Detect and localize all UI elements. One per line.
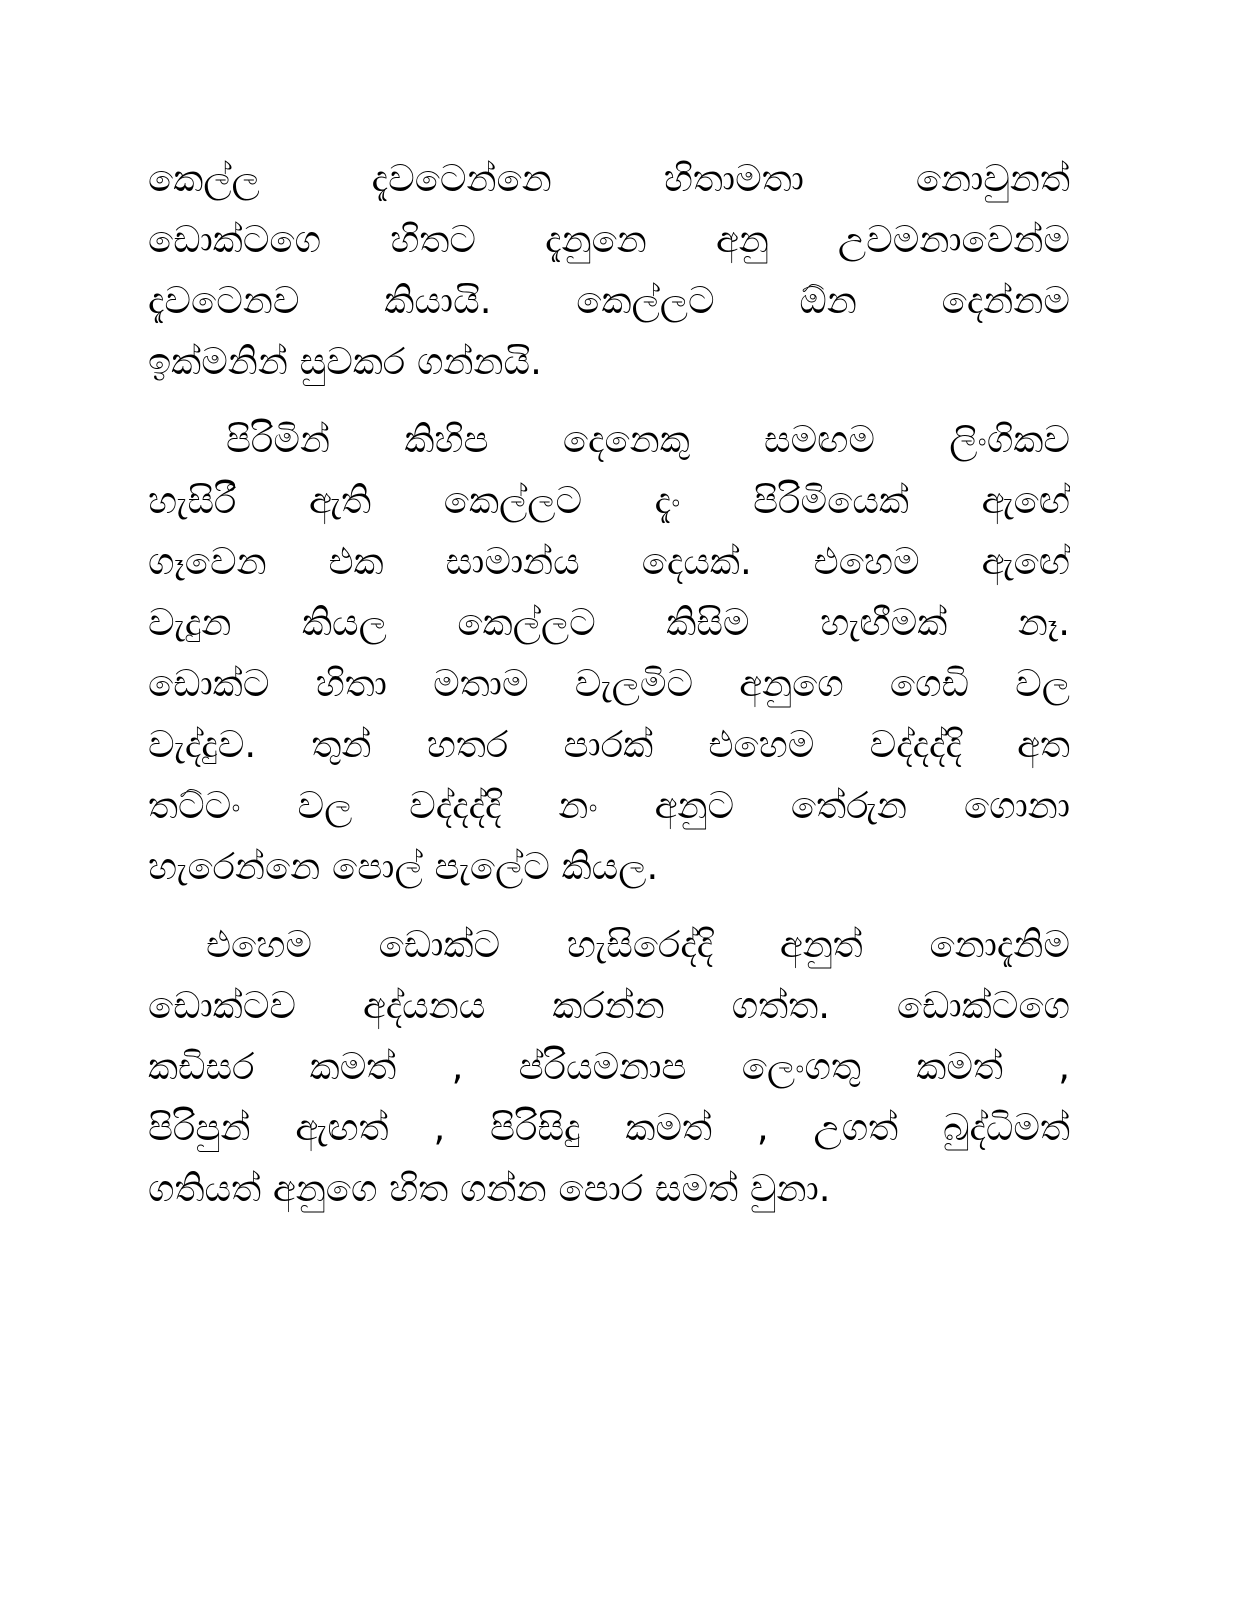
body-text bbox=[148, 148, 1070, 1219]
text-line: ඩොක්ටව අද්යනය කරන්න ගත්ත. ඩොක්ටගෙ bbox=[148, 984, 1070, 1027]
text-line: ගෑවෙන එක සාමාන්ය දෙයක්. එහෙම ඇඟේ bbox=[148, 540, 1070, 583]
text-line: දැවටෙනව කියායි. කෙල්ලට ඕන දෙන්නම bbox=[148, 279, 1070, 322]
paragraph-1 bbox=[148, 148, 1070, 392]
text-line: හැරෙන්නෙ පොල් පැලේට කියල. bbox=[148, 845, 659, 888]
text-line: ගතියත් අනුගෙ හිත ගන්න පොර සමත් වුනා. bbox=[148, 1167, 831, 1210]
paragraph-2 bbox=[148, 409, 1070, 897]
text-line: කඩිසර කමත් , ප්රියමනාප ලෙංගතු කමත් , bbox=[148, 1045, 1070, 1088]
text-line: එහෙම ඩොක්ට හැසිරෙද්දි අනුත් නොදැනිම bbox=[206, 923, 1070, 966]
text-line: ඩොක්ටගෙ හිතට දැනුනෙ අනු උවමනාවෙන්ම bbox=[148, 218, 1070, 261]
text-line: තට්ටං වල වද්දද්දි නං අනුට තේරුන ගොනා bbox=[148, 784, 1070, 827]
text-line: කෙල්ල දැවටෙන්නෙ හිතාමතා නොවුනත් bbox=[148, 157, 1070, 200]
text-line: හැසිරී ඇති කෙල්ලට දැං පිරිමියෙක් ඇඟේ bbox=[148, 479, 1070, 522]
text-line: ඩොක්ට හිතා මතාම වැලමිට අනුගෙ ගෙඩි වල bbox=[148, 662, 1070, 705]
text-line: ඉක්මනින් සුවකර ගන්නයි. bbox=[148, 340, 542, 383]
text-line: පිරිපුන් ඇඟත් , පිරිසිදු කමත් , උගත් බුද්ධිමත් bbox=[148, 1106, 1070, 1149]
paragraph-3 bbox=[148, 914, 1070, 1219]
text-line: වැදුන කියල කෙල්ලට කිසිම හැඟීමක් නෑ. bbox=[148, 601, 1070, 644]
text-line: පිරිමින් කිහිප දෙනෙකු සමඟම ලිංගිකව bbox=[226, 418, 1070, 461]
text-line: වැද්දුව. තුන් හතර පාරක් එහෙම වද්දද්දි අත bbox=[148, 723, 1070, 766]
